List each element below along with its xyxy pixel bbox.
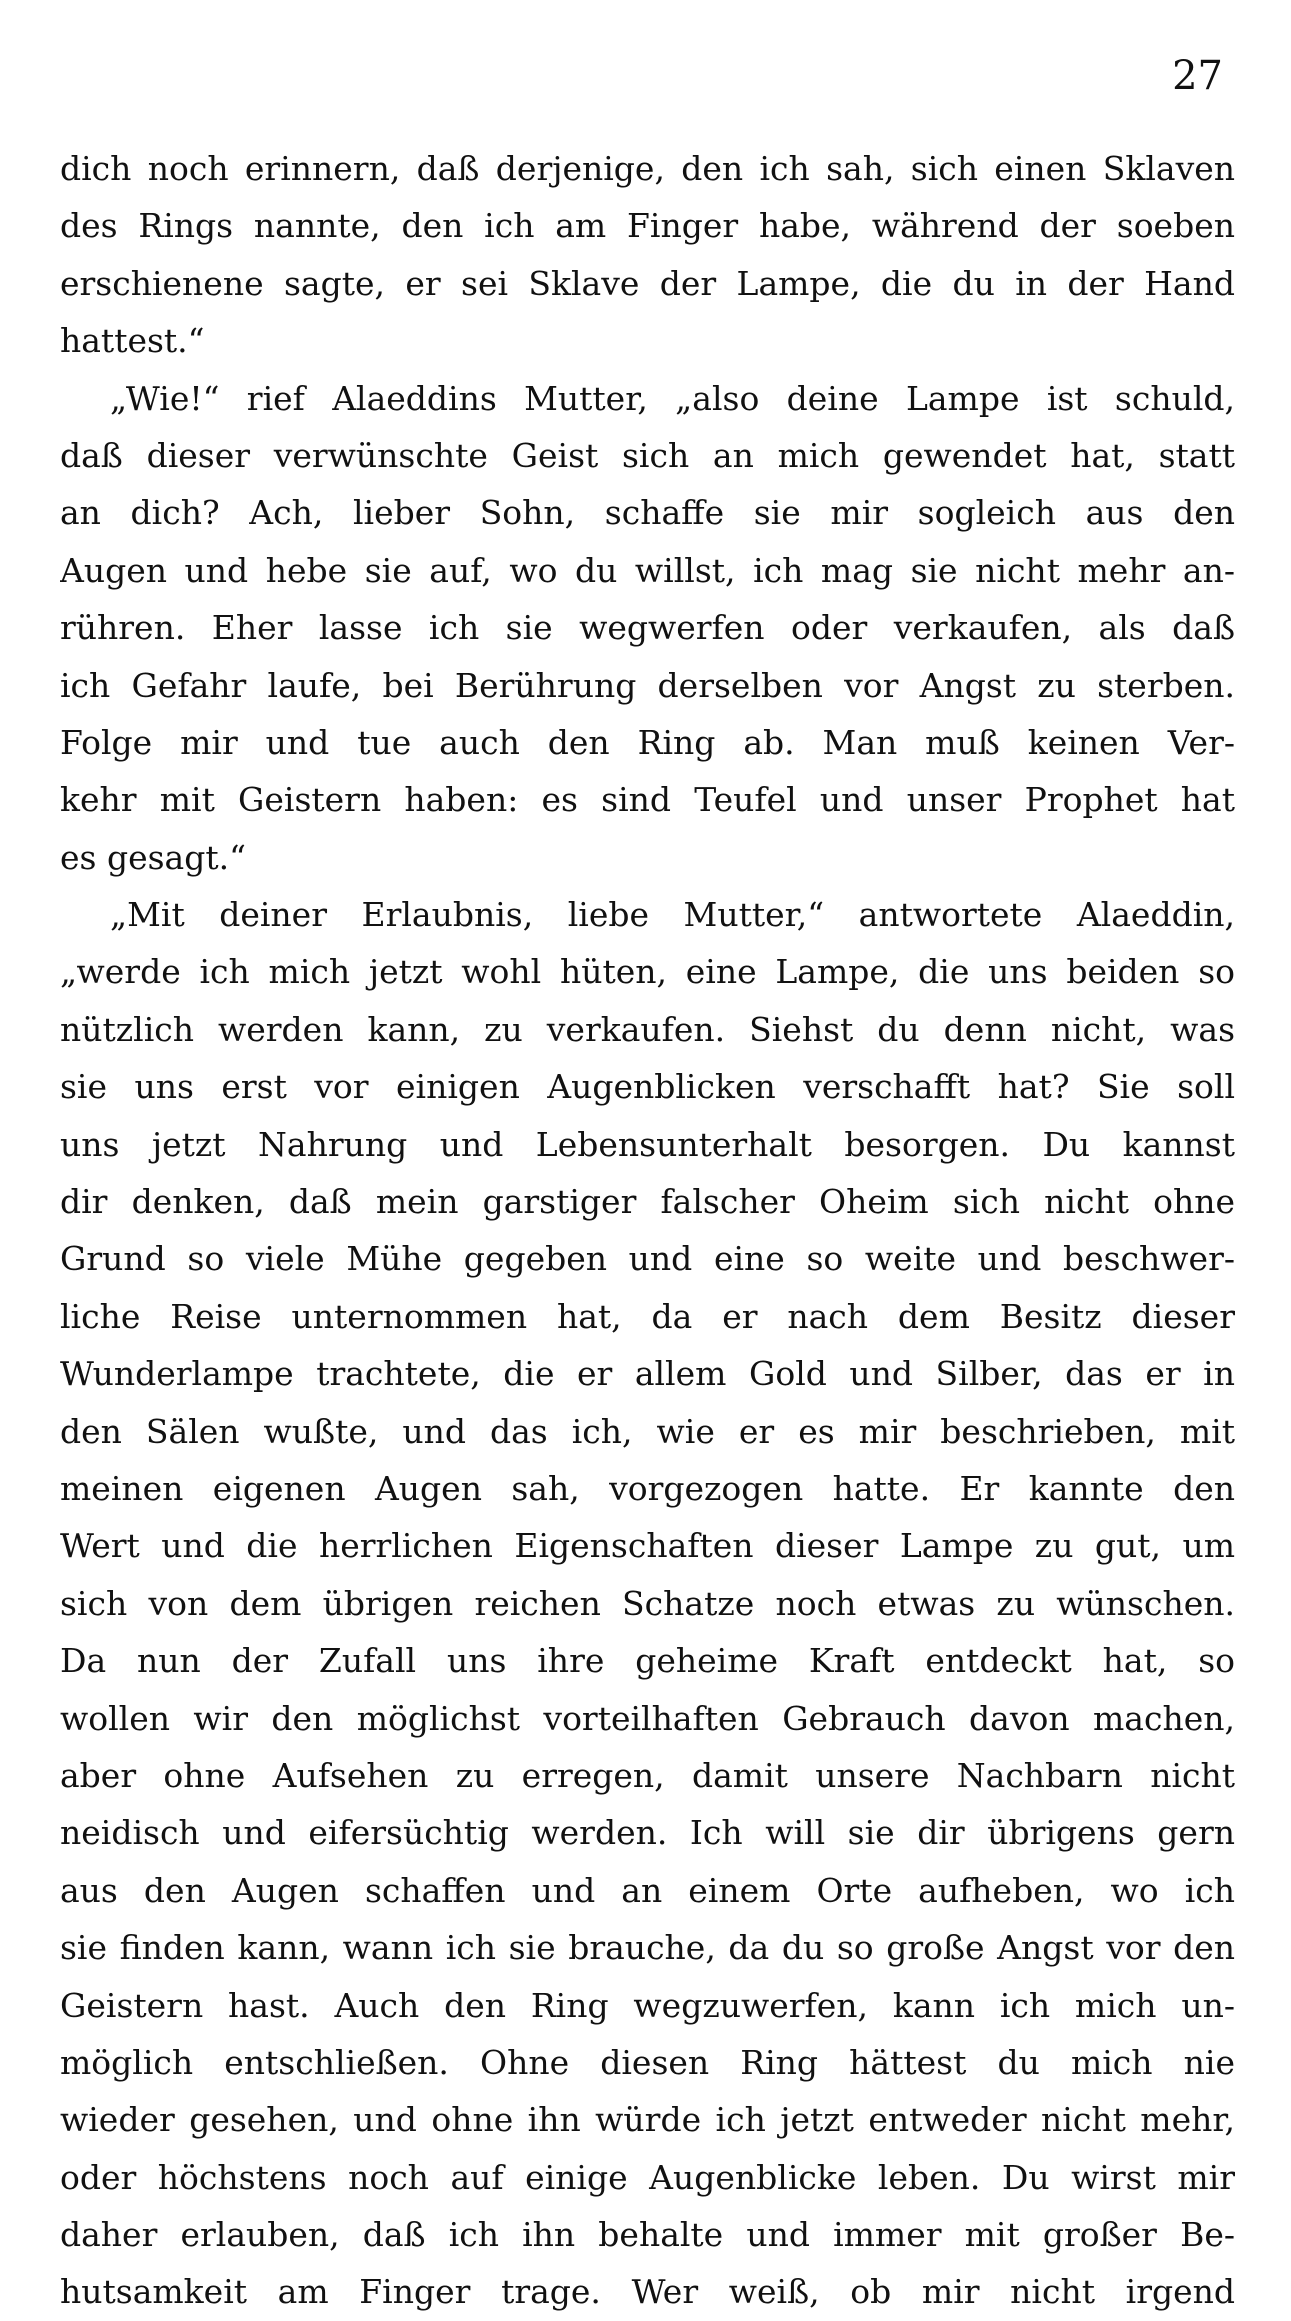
text-line: es gesagt.“ bbox=[60, 837, 246, 877]
text-line: ich Gefahr laufe, bei Berührung derselben vor Angst zu sterben. bbox=[60, 665, 1235, 705]
text-line: daß dieser verwünschte Geist sich an mich gewendet hat, statt bbox=[60, 435, 1235, 475]
text-line: „Wie!“ rief Alaeddins Mutter, „also deine Lampe ist schuld, bbox=[110, 378, 1235, 418]
text-line: dich noch erinnern, daß derjenige, den ich sah, sich einen Sklaven bbox=[60, 149, 1235, 188]
text-line: uns jetzt Nahrung und Lebensunterhalt besorgen. Du kannst bbox=[60, 1124, 1235, 1164]
text-line: aber ohne Aufsehen zu erregen, damit unsere Nachbarn nicht bbox=[60, 1755, 1235, 1795]
text-line: möglich entschließen. Ohne diesen Ring hättest du mich nie bbox=[60, 2042, 1235, 2082]
text-line: hutsamkeit am Finger trage. Wer weiß, ob mir nicht irgend bbox=[60, 2272, 1235, 2312]
text-line: sie finden kann, wann ich sie brauche, da du so große Angst vor den bbox=[60, 1928, 1235, 1968]
text-line: meinen eigenen Augen sah, vorgezogen hatte. Er kannte den bbox=[60, 1468, 1235, 1508]
text-line: dir denken, daß mein garstiger falscher Oheim sich nicht ohne bbox=[60, 1182, 1235, 1222]
text-line: Grund so viele Mühe gegeben und eine so weite und beschwer- bbox=[60, 1239, 1235, 1279]
text-line: des Rings nannte, den ich am Finger habe, während der soeben bbox=[60, 206, 1235, 246]
text-line: Folge mir und tue auch den Ring ab. Man muß keinen Ver- bbox=[60, 722, 1235, 762]
text-line: neidisch und eifersüchtig werden. Ich will sie dir übrigens gern bbox=[60, 1813, 1235, 1853]
text-line: oder höchstens noch auf einige Augenblicke leben. Du wirst mir bbox=[60, 2157, 1235, 2197]
text-line: daher erlauben, daß ich ihn behalte und immer mit großer Be- bbox=[60, 2215, 1235, 2255]
text-line: erschienene sagte, er sei Sklave der Lampe, die du in der Hand bbox=[60, 263, 1235, 303]
text-line: an dich? Ach, lieber Sohn, schaffe sie mir sogleich aus den bbox=[60, 493, 1235, 533]
body-text bbox=[60, 140, 1235, 2321]
text-line: nützlich werden kann, zu verkaufen. Siehst du denn nicht, was bbox=[60, 1009, 1235, 1049]
text-line: kehr mit Geistern haben: es sind Teufel und unser Prophet hat bbox=[60, 780, 1235, 820]
text-line: den Sälen wußte, und das ich, wie er es mir beschrieben, mit bbox=[60, 1411, 1235, 1451]
page-number: 27 bbox=[1172, 53, 1223, 99]
text-line: Geistern hast. Auch den Ring wegzuwerfen, kann ich mich un- bbox=[60, 1985, 1235, 2025]
text-line: rühren. Eher lasse ich sie wegwerfen oder verkaufen, als daß bbox=[60, 608, 1235, 648]
text-line: Wunderlampe trachtete, die er allem Gold und Silber, das er in bbox=[60, 1354, 1235, 1394]
text-line: hattest.“ bbox=[60, 321, 205, 361]
text-line: sie uns erst vor einigen Augenblicken verschafft hat? Sie soll bbox=[60, 1067, 1235, 1107]
text-line: liche Reise unternommen hat, da er nach dem Besitz dieser bbox=[60, 1296, 1235, 1336]
text-line: „werde ich mich jetzt wohl hüten, eine Lampe, die uns beiden so bbox=[60, 952, 1235, 992]
text-line: wieder gesehen, und ohne ihn würde ich jetzt entweder nicht mehr, bbox=[60, 2100, 1235, 2140]
text-line: Augen und hebe sie auf, wo du willst, ich mag sie nicht mehr an- bbox=[60, 550, 1235, 590]
text-line: „Mit deiner Erlaubnis, liebe Mutter,“ antwortete Alaeddin, bbox=[110, 895, 1235, 935]
text-line: wollen wir den möglichst vorteilhaften Gebrauch davon machen, bbox=[60, 1698, 1235, 1738]
text-line: aus den Augen schaffen und an einem Orte aufheben, wo ich bbox=[60, 1870, 1235, 1910]
text-line: Wert und die herrlichen Eigenschaften dieser Lampe zu gut, um bbox=[60, 1526, 1235, 1566]
text-line: Da nun der Zufall uns ihre geheime Kraft entdeckt hat, so bbox=[60, 1641, 1235, 1681]
text-line: sich von dem übrigen reichen Schatze noch etwas zu wünschen. bbox=[60, 1583, 1235, 1623]
